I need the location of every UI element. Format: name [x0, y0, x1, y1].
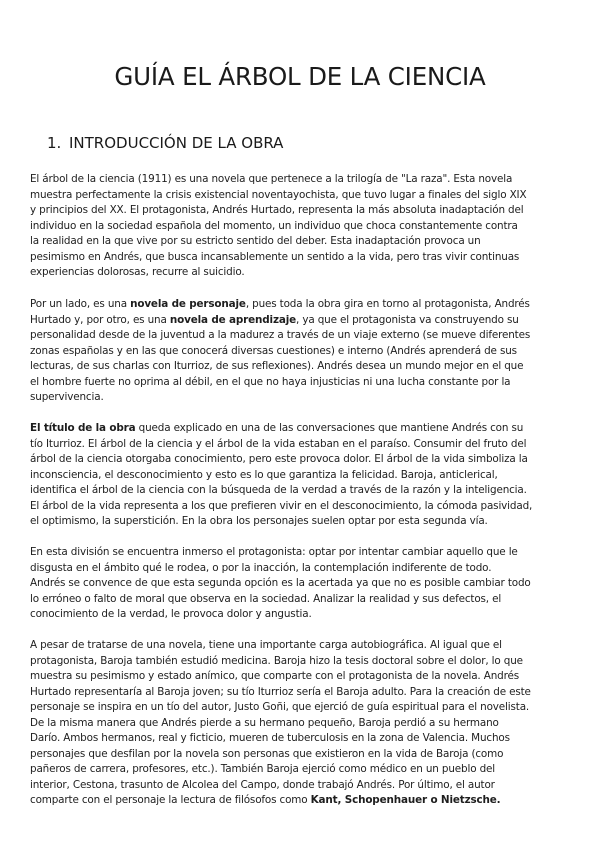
text-line	[30, 313, 575, 329]
text-run: Hurtado y, por otro, es una	[30, 313, 170, 326]
text-line: el optimismo, la superstición. En la obra los personajes suelen optar por esta segunda vía.	[30, 515, 488, 527]
text-run: queda explicado en una de las conversaciones que mantiene Andrés con su	[135, 422, 524, 434]
bold-term-titulo-de-la-obra: El título de la obra	[30, 422, 136, 434]
section-number: 1.	[47, 134, 62, 152]
text-line: individuo en la sociedad española del momento, un individuo que choca constantemente contra	[30, 219, 518, 232]
text-line: muestra perfectamente la crisis existencial noventayochista, que tuvo lugar a finales del siglo XIX	[30, 188, 527, 201]
text-line: lecturas, de sus charlas con Iturrioz, de sus reflexiones). Andrés desea un mundo mejor en el que	[30, 360, 524, 372]
paragraph-genre	[30, 297, 575, 406]
text-line: A pesar de tratarse de una novela, tiene una importante carga autobiográfica. Al igual que el	[30, 639, 502, 651]
text-line	[30, 421, 575, 437]
text-line: conocimiento de la verdad, le provoca dolor y angustia.	[30, 608, 312, 620]
text-line: personaje se inspira en un tío del autor, Justo Goñi, que ejerció de guía espiritual para el novelista.	[30, 701, 530, 713]
text-line: inconsciencia, el desconocimiento y esto es lo que garantiza la felicidad. Baroja, anticlerical,	[30, 468, 498, 481]
text-line: la realidad en la que vive por su estricto sentido del deber. Esta inadaptación provoca un	[30, 235, 481, 247]
text-line: protagonista, Baroja también estudió medicina. Baroja hizo la tesis doctoral sobre el dolor, lo que	[30, 654, 523, 667]
text-line: personajes que desfilan por la novela son personas que existieron en la vida de Baroja (como	[30, 747, 504, 760]
text-run: comparte con el personaje la lectura de filósofos como	[30, 794, 311, 806]
bold-term-novela-de-aprendizaje: novela de aprendizaje	[169, 313, 297, 326]
text-line: pañeros de carrera, profesores, etc.). También Baroja ejerció como médico en un pueblo del	[30, 763, 495, 775]
text-line: disgusta en el ámbito qué le rodea, o por la inacción, la contemplación indiferente de todo.	[30, 561, 492, 574]
text-line: El árbol de la ciencia (1911) es una novela que pertenece a la trilogía de "La raza". Esta novela	[30, 173, 513, 185]
paragraph-title-meaning	[30, 421, 575, 530]
text-line	[30, 297, 575, 313]
text-line: pesimismo en Andrés, que busca incansablemente un sentido a la vida, pero tras vivir continuas	[30, 250, 520, 263]
text-line: identifica el árbol de la ciencia con la búsqueda de la verdad a través de la razón y la inteligencia.	[30, 484, 527, 496]
text-run: Por un lado, es una	[30, 298, 131, 310]
text-line	[30, 793, 575, 809]
text-line: De la misma manera que Andrés pierde a su hermano pequeño, Baroja perdió a su hermano	[30, 716, 499, 729]
page-title: GUÍA EL ÁRBOL DE LA CIENCIA	[114, 62, 486, 91]
text-line: árbol de la ciencia otorgaba conocimiento, pero este provoca dolor. El árbol de la vida simboliza la	[30, 453, 528, 465]
text-line: El árbol de la vida representa a los que prefieren vivir en el desconocimiento, la cómoda pasividad,	[30, 499, 533, 512]
text-line: Darío. Ambos hermanos, real y ficticio, mueren de tuberculosis en la zona de Valencia. Muchos	[30, 732, 510, 744]
text-line: Andrés se convence de que esta segunda opción es la acertada ya que no es posible cambiar todo	[30, 577, 531, 589]
text-run: , ya que el protagonista va construyendo su	[296, 313, 519, 326]
section-heading-text: INTRODUCCIÓN DE LA OBRA	[69, 134, 284, 152]
bold-term-novela-de-personaje: novela de personaje	[130, 298, 246, 310]
text-run: , pues toda la obra gira en torno al protagonista, Andrés	[245, 298, 530, 310]
text-line: muestra su pesimismo y estado anímico, que comparte con el protagonista de la novela. Andrés	[30, 670, 519, 682]
text-line: lo erróneo o falto de moral que observa en la sociedad. Analizar la realidad y sus defectos, el	[30, 592, 502, 605]
text-line: y principios del XX. El protagonista, Andrés Hurtado, representa la más absoluta inadaptación del	[30, 204, 524, 216]
paragraph-division	[30, 545, 575, 623]
text-line: supervivencia.	[30, 391, 104, 403]
text-line: zonas españolas y en las que conocerá diversas cuestiones) e interno (Andrés aprenderá de sus	[30, 344, 517, 357]
text-line: el hombre fuerte no oprima al débil, en el que no haya injusticias ni una lucha constante por la	[30, 375, 511, 388]
text-line: Hurtado representaría al Baroja joven; su tío Iturrioz sería el Baroja adulto. Para la creación de este	[30, 685, 531, 698]
text-line: personalidad desde de la juventud a la madurez a través de un viaje externo (se mueve diferentes	[30, 329, 531, 341]
section-heading	[47, 134, 283, 152]
paragraph-autobiography	[30, 638, 575, 809]
paragraph-intro	[30, 172, 575, 281]
bold-term-philosophers: Kant, Schopenhauer o Nietzsche.	[310, 794, 501, 806]
text-line: tío Iturrioz. El árbol de la ciencia y el árbol de la vida estaban en el paraíso. Consumir del fruto del	[30, 437, 527, 450]
text-line: interior, Cestona, trasunto de Alcolea del Campo, donde trabajó Andrés. Por último, el autor	[30, 778, 495, 791]
text-line: En esta división se encuentra inmerso el protagonista: optar por intentar cambiar aquello que le	[30, 546, 518, 558]
text-line: experiencias dolorosas, recurre al suicidio.	[30, 266, 245, 278]
